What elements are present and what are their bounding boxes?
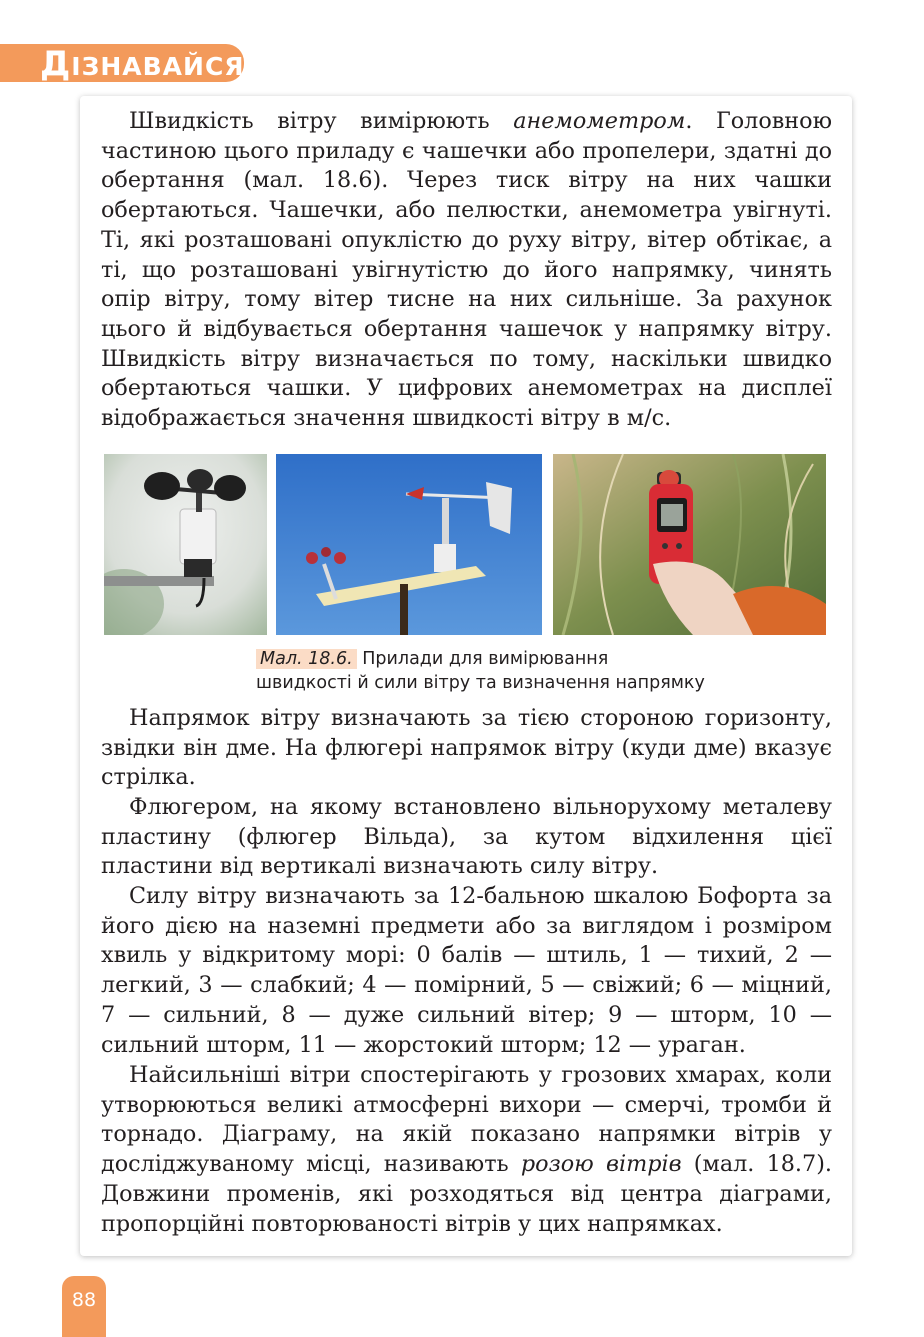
figure-caption (256, 647, 705, 695)
photo-cup-anemometer (104, 454, 267, 635)
figure-label: Мал. 18.6. (256, 649, 357, 669)
paragraph-wind-rose (101, 1061, 832, 1239)
figure-caption-line2: швидкості й сили вітру та визначення напрямку (256, 673, 705, 693)
section-title-rest: ІЗНАВАЙСЯ (71, 52, 245, 81)
wind-rose-term: розою вітрів (520, 1151, 682, 1178)
wind-rose-text-1: Найсильніші вітри спостерігають у грозових хмарах, коли утворюються великі атмосферні вихори — смерчі, тромби й торнадо. Діаграму, на якій показано напрямки вітрів у досліджуваному місці, називають (101, 1062, 832, 1178)
intro-term-anemometer: анемометром (513, 108, 686, 134)
section-title (40, 44, 245, 82)
paragraph-beaufort-scale: Силу вітру визначають за 12-бальною шкалою Бофорта за його дією на наземні предмети або за виглядом і розміром хвиль у відкритому морі: 0 балів — штиль, 1 — тихий, 2 — легкий, 3 — слабкий; 4 — помірний, 5 — свіжий; 6 — міцний, 7 — сильний, 8 — дуже сильний вітер; 9 — шторм, 10 — сильний шторм, 11 — жорстокий шторм; 12 — ураган. (101, 883, 832, 1058)
section-title-first-letter: Д (40, 44, 72, 84)
page-number: 88 (62, 1276, 106, 1337)
paragraph-wind-direction: Напрямок вітру визначають за тією стороною горизонту, звідки він дме. На флюгері напрямок вітру (куди дме) вказує стрілка. (101, 705, 832, 791)
photo-digital-anemometer (553, 454, 826, 635)
intro-paragraph (101, 107, 832, 434)
wind-rose-text-2: (мал. 18.7). Довжини променів, які розходяться від центра діаграми, пропорційні повторюваності вітрів у цих напрямках. (101, 1151, 832, 1237)
paragraph-wild-vane: Флюгером, на якому встановлено вільнорухому металеву пластину (флюгер Вільда), за кутом відхилення цієї пластини від вертикалі визначають силу вітру. (101, 794, 832, 880)
intro-text-2: . Головною частиною цього приладу є чашечки або пропелери, здатні до обертання (мал. 18.6). Через тиск вітру на них чашки обертаються. Чашечки, або пелюстки, анемометра увігнуті. Ті, які розташовані опуклістю до руху вітру, вітер обтікає, а ті, що розташовані увігнутістю до його напрямку, чинять опір вітру, тому вітер тисне на них сильніше. За рахунок цього й відбувається обертання чашечок у напрямку вітру. Швидкість вітру визначається по тому, наскільки швидко обертаються чашки. У цифрових анемометрах на дисплеї відображається значення швидкості вітру в м/с. (101, 108, 833, 432)
photo-weather-vane (276, 454, 542, 635)
figure-caption-line1: Прилади для вимірювання (362, 649, 609, 669)
intro-text-1: Швидкість вітру вимірюють (129, 108, 514, 134)
